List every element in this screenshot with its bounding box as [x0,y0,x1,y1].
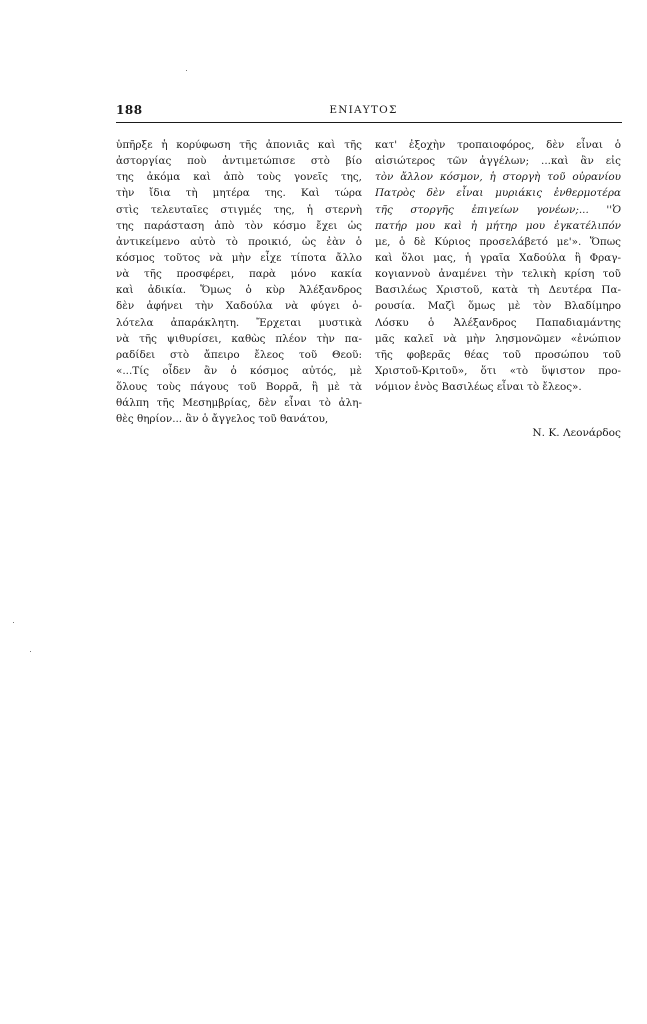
text-line: τὸν ἄλλον κόσμον, ἡ στοργὴ τοῦ οὐρανίου [375,171,621,184]
running-title: ΕΝΙΑΥΤΟΣ [329,104,398,116]
text-line: στὶς τελευταῖες στιγμές της, ἡ στερνὴ [116,203,362,216]
text-line: νὰ τῆς προσφέρει, παρὰ μόνο κακία [116,268,362,281]
text-line: κόσμος τοῦτος νὰ μὴν εἶχε τίποτα ἄλλο [116,251,362,264]
text-line: θὲς θηρίον... ἂν ὁ ἄγγελος τοῦ θανάτου, [116,413,329,426]
scan-speck [186,70,187,71]
right-text-column [375,137,621,395]
text-line: πατήρ μου καὶ ἡ μήτηρ μου ἐγκατέλιπόν [375,219,621,232]
text-line: της ἀκόμα καὶ ἀπὸ τοὺς γονεῖς της, [116,171,362,184]
author-signature: Ν. Κ. Λεονάρδος [532,427,621,439]
text-line: «...Τίς οἶδεν ἂν ὁ κόσμος αὐτός, μὲ [116,364,362,377]
text-line: Πατρὸς δὲν εἶναι μυριάκις ἐνθερμοτέρα [375,187,621,200]
text-line: Λόσκυ ὁ Ἀλέξανδρος Παπαδιαμάντης [375,316,621,329]
header-rule [116,122,622,123]
text-line: δὲν ἀφήνει τὴν Χαδούλα νὰ φύγει ὁ- [116,300,362,313]
text-line: ραδίδει στὸ ἄπειρο ἔλεος τοῦ Θεοῦ: [116,348,362,361]
scan-speck [13,622,14,623]
text-line: ὅλους τοὺς πάγους τοῦ Βορρᾶ, ἢ μὲ τὰ [116,381,362,394]
scan-speck [30,651,31,652]
text-line: κατ' ἐξοχὴν τροπαιοφόρος, δὲν εἶναι ὁ [375,139,621,151]
text-line: Χριστοῦ-Κριτοῦ», ὅτι «τὸ ὕψιστον προ- [375,364,621,377]
text-line: θάλπη τῆς Μεσημβρίας, δὲν εἶναι τὸ ἀλη- [116,397,362,410]
text-line: Βασιλέως Χριστοῦ, κατὰ τὴ Δευτέρα Πα- [375,284,621,297]
left-text-column [116,137,362,428]
text-line: αἰσιώτερος τῶν ἀγγέλων; ...καὶ ἂν εἰς [375,155,621,168]
text-line: λότελα ἀπαράκλητη. Ἔρχεται μυστικὰ [116,316,362,329]
text-line: τὴν ἴδια τὴ μητέρα της. Καὶ τώρα [116,187,362,200]
text-line: νόμιον ἑνὸς Βασιλέως εἶναι τὸ ἔλεος». [375,381,582,394]
text-line: ἀντικείμενο αὐτὸ τὸ προικιό, ὡς ἐὰν ὁ [116,235,362,248]
text-line: ὑπῆρξε ἡ κορύφωση τῆς ἀπονιᾶς καὶ τῆς [116,139,362,151]
text-line: τῆς στοργῆς ἐπιγείων γονέων;... ''Ὁ [375,203,621,216]
text-line: της παράσταση ἀπὸ τὸν κόσμο ἔχει ὡς [116,219,362,232]
text-line: τῆς φοβερᾶς θέας τοῦ προσώπου τοῦ [375,348,621,361]
text-line: νὰ τῆς ψιθυρίσει, καθὼς πλέον τὴν πα- [116,332,362,345]
text-line: ἀστοργίας ποὺ ἀντιμετώπισε στὸ βίο [116,155,362,168]
text-line: κογιαννοὺ ἀναμένει τὴν τελικὴ κρίση τοῦ [375,268,621,281]
page-number: 188 [116,103,143,117]
text-line: καὶ ἀδικία. Ὅμως ὁ κὺρ Ἀλέξανδρος [116,284,362,297]
text-line: με, ὁ δὲ Κύριος προσελάβετό με'». Ὅπως [375,235,621,248]
text-line: καὶ ὅλοι μας, ἡ γραῖα Χαδούλα ἢ Φραγ- [375,251,621,264]
text-line: μᾶς καλεῖ νὰ μὴν λησμονῶμεν «ἐνώπιον [375,332,621,345]
text-line: ρουσία. Μαζὶ ὅμως μὲ τὸν Βλαδίμηρο [375,300,621,313]
